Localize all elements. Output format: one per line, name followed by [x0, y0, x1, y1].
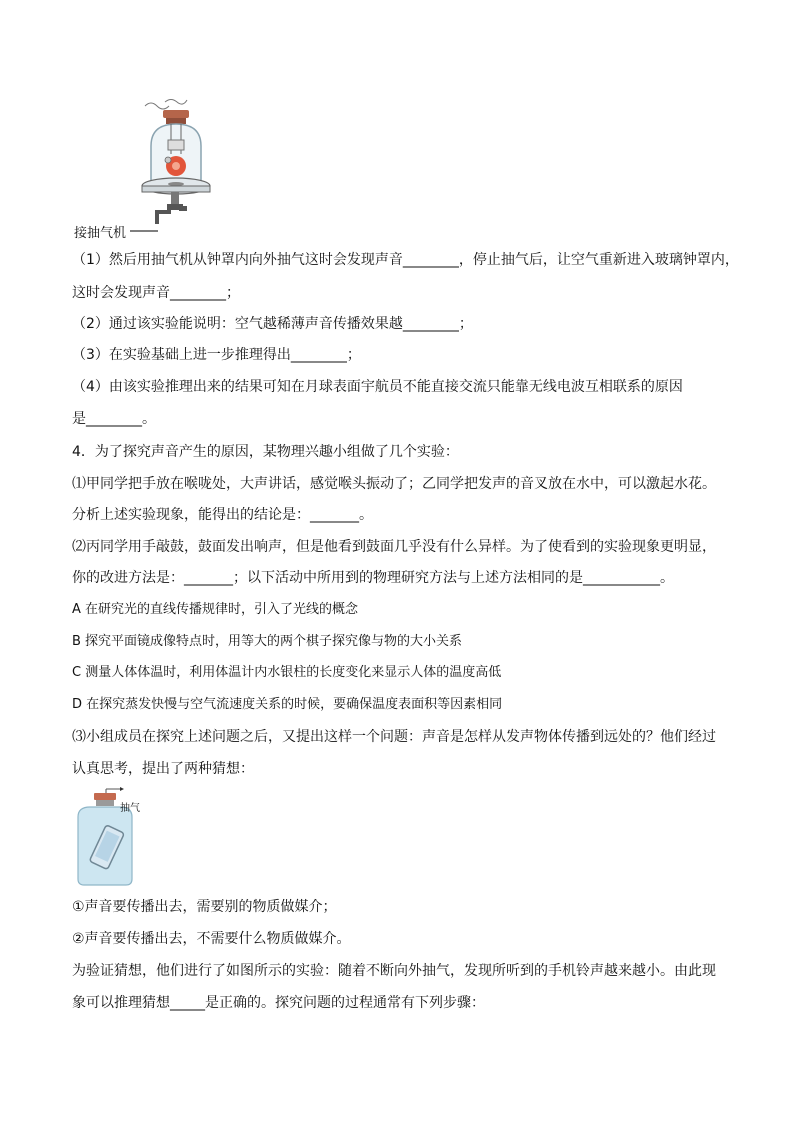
q4-part1-line2: 分析上述实验现象，能得出的结论是：_______。	[72, 507, 373, 523]
q4-verify-line1: 为验证猜想，他们进行了如图所示的实验：随着不断向外抽气，发现所听到的手机铃声越来越小。由此现	[72, 963, 716, 979]
q3-part1-line1: （1）然后用抽气机从钟罩内向外抽气这时会发现声音________，停止抽气后，让空气重新进入玻璃钟罩内，	[72, 252, 739, 268]
q4-option-d: D 在探究蒸发快慢与空气流速度关系的时候，要确保温度表面积等因素相同	[72, 697, 503, 712]
figure2-label: 抽气	[120, 803, 140, 814]
q4-part2-line2: 你的改进方法是：_______；以下活动中所用到的物理研究方法与上述方法相同的是___________。	[72, 570, 674, 586]
q4-part3-line1: ⑶小组成员在探究上述问题之后，又提出这样一个问题：声音是怎样从发声物体传播到远处的？他们经过	[72, 729, 716, 745]
q4-option-c: C 测量人体体温时，利用体温计内水银柱的长度变化来显示人体的温度高低	[72, 665, 502, 680]
q4-verify-line2: 象可以推理猜想_____是正确的。探究问题的过程通常有下列步骤：	[72, 995, 485, 1011]
figure1-caption: 接抽气机	[74, 226, 127, 241]
q4-part3-line2: 认真思考，提出了两种猜想：	[72, 761, 254, 777]
q3-part4-line2: 是________。	[72, 411, 156, 427]
bell-jar-vacuum-pump-icon	[135, 96, 215, 226]
q4-intro: 4．为了探究声音产生的原因，某物理兴趣小组做了几个实验：	[72, 444, 459, 460]
q4-part2-line1: ⑵丙同学用手敲鼓，鼓面发出响声，但是他看到鼓面几乎没有什么异样。为了使看到的实验现象更明显，	[72, 539, 716, 555]
q3-part2: （2）通过该实验能说明：空气越稀薄声音传播效果越________；	[72, 316, 473, 332]
q4-guess1: ①声音要传播出去，需要别的物质做媒介；	[72, 899, 337, 915]
q4-part1-line1: ⑴甲同学把手放在喉咙处，大声讲话，感觉喉头振动了；乙同学把发声的音叉放在水中，可以激起水花。	[72, 476, 716, 492]
caption-leader-line	[130, 229, 160, 233]
q3-part4-line1: （4）由该实验推理出来的结果可知在月球表面宇航员不能直接交流只能靠无线电波互相联系的原因	[72, 379, 683, 395]
q3-part1-line2: 这时会发现声音________；	[72, 285, 240, 301]
q4-guess2: ②声音要传播出去，不需要什么物质做媒介。	[72, 931, 351, 947]
q4-option-b: B 探究平面镜成像特点时，用等大的两个棋子探究像与物的大小关系	[72, 634, 463, 649]
q3-part3: （3）在实验基础上进一步推理得出________；	[72, 347, 361, 363]
q4-option-a: A 在研究光的直线传播规律时，引入了光线的概念	[72, 602, 359, 617]
